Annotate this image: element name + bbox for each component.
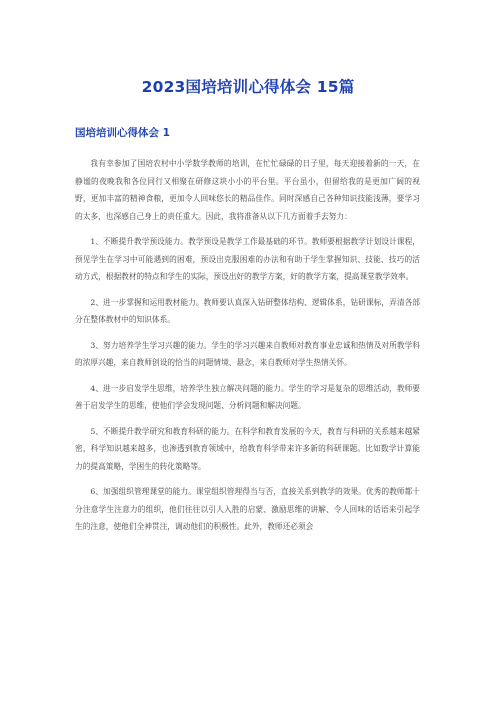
point-2-paragraph: 2、进一步掌握和运用教材能力。教师要认真深入钻研整体结构、逻辑体系，钻研课标，弄清各部分在整体教材中的知识体系。	[75, 297, 420, 324]
point-6-paragraph: 6、加强组织管理课堂的能力。课堂组织管理得当与否，直接关系到教学的效果。优秀的教师都十分注意学生注意力的组织，他们往往以引人入胜的启蒙、激励思维的讲解、令人回味的话语来引起学生的注意，使他们全神贯注，调动他们的积极性。此外，教师还必须会	[75, 487, 420, 531]
intro-paragraph: 我有幸参加了国培农村中小学数学教师的培训，在忙忙碌碌的日子里，每天迎接着新的一天，在静谧的夜晚我和各位同行又相聚在研修这块小小的平台里。平台虽小，但留给我的是更加广阔的视野，更加丰富的精神食粮，更加令人回味悠长的精品佳作。同时深感自己各种知识技能浅薄，要学习的太多，也深感自己身上的责任重大。因此，我将准备从以下几方面着手去努力：	[75, 159, 420, 221]
point-4-paragraph: 4、进一步启发学生思维，培养学生独立解决问题的能力。学生的学习是复杂的思维活动，教师要善于启发学生的思维，使他们学会发现问题、分析问题和解决问题。	[75, 383, 420, 410]
section-heading: 国培培训心得体会 1	[75, 127, 170, 139]
point-1-paragraph: 1、不断提升教学预设能力。教学预设是教学工作最基础的环节。教师要根据教学计划设计课程，预见学生在学习中可能遇到的困难，预设出克服困难的办法和有助于学生掌握知识、技能、技巧的活动方式，根据教材的特点和学生的实际，预设出好的教学方案，好的教学方案，提高课堂教学效率。	[75, 237, 420, 281]
document-body	[75, 155, 420, 536]
point-5-paragraph: 5、不断提升教学研究和教育科研的能力。在科学和教育发展的今天，教育与科研的关系越来越紧密，科学知识越来越多，也渗透到教育领域中，给教育科学带来许多新的科研课题。比如数学计算能力的提高策略，学困生的转化策略等。	[75, 426, 420, 471]
point-3-paragraph: 3、努力培养学生学习兴趣的能力。学生的学习兴趣来自教师对教育事业忠诚和热情及对所教学科的浓厚兴趣，来自教师创设的恰当的问题情境、悬念，来自教师对学生热情关怀。	[75, 340, 420, 367]
document-title: 2023国培培训心得体会 15篇	[141, 78, 355, 96]
